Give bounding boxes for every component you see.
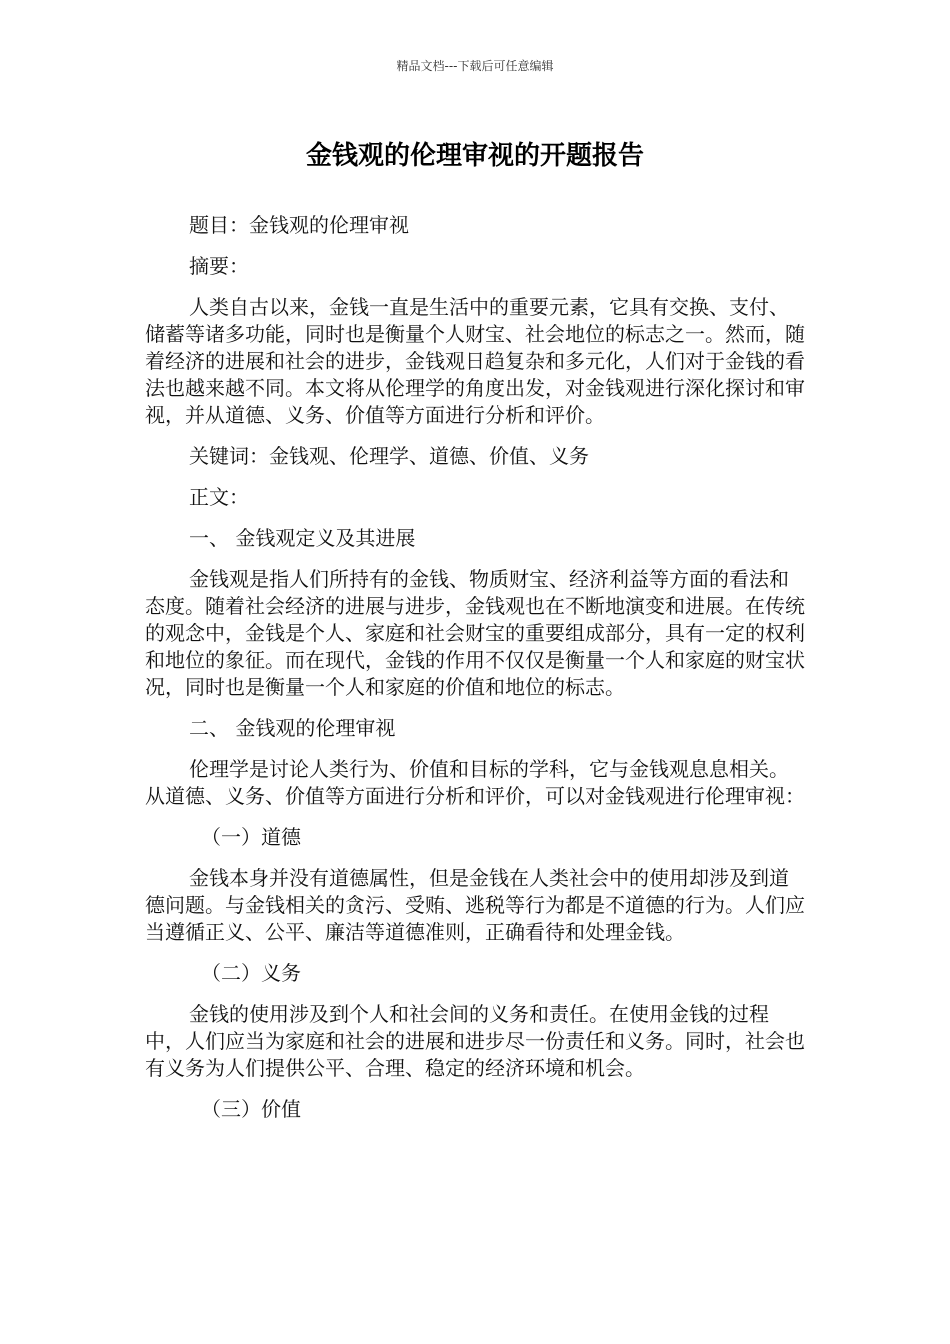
body-label: 正文： (189, 485, 249, 509)
section-heading-1: 一、 金钱观定义及其进展 (189, 526, 416, 550)
subsection-paragraph-duty: 金钱的使用涉及到个人和社会间的义务和责任。在使用金钱的过程中，人们应当为家庭和社会的进展和进步尽一份责任和义务。同时，社会也有义务为人们提供公平、合理、稳定的经济环境和机会。 (145, 1002, 805, 1080)
abstract-paragraph: 人类自古以来，金钱一直是生活中的重要元素，它具有交换、支付、储蓄等诸多功能，同时也是衡量个人财宝、社会地位的标志之一。然而，随着经济的进展和社会的进步，金钱观日趋复杂和多元化，人们对于金钱的看法也越来越不同。本文将从伦理学的角度出发，对金钱观进行深化探讨和审视，并从道德、义务、价值等方面进行分析和评价。 (145, 295, 805, 427)
keywords-line: 关键词：金钱观、伦理学、道德、价值、义务 (189, 444, 589, 468)
document-title: 金钱观的伦理审视的开题报告 (305, 141, 644, 171)
topic-line: 题目：金钱观的伦理审视 (189, 213, 409, 237)
page-header: 精品文档---下载后可任意编辑 (396, 59, 554, 73)
subsection-heading-morality: （一）道德 (201, 825, 301, 849)
subsection-heading-duty: （二）义务 (201, 961, 301, 985)
section-paragraph-1: 金钱观是指人们所持有的金钱、物质财宝、经济利益等方面的看法和态度。随着社会经济的进展与进步，金钱观也在不断地演变和进展。在传统的观念中，金钱是个人、家庭和社会财宝的重要组成部分，具有一定的权利和地位的象征。而在现代，金钱的作用不仅仅是衡量一个人和家庭的财宝状况，同时也是衡量一个人和家庭的价值和地位的标志。 (145, 567, 805, 699)
abstract-label: 摘要： (189, 254, 249, 278)
subsection-paragraph-morality: 金钱本身并没有道德属性，但是金钱在人类社会中的使用却涉及到道德问题。与金钱相关的贪污、受贿、逃税等行为都是不道德的行为。人们应当遵循正义、公平、廉洁等道德准则，正确看待和处理金钱。 (145, 866, 805, 944)
section-heading-2: 二、 金钱观的伦理审视 (189, 716, 396, 740)
document-body (145, 212, 805, 1123)
section-paragraph-2: 伦理学是讨论人类行为、价值和目标的学科，它与金钱观息息相关。从道德、义务、价值等方面进行分析和评价，可以对金钱观进行伦理审视： (145, 757, 805, 808)
subsection-heading-value: （三）价值 (201, 1097, 301, 1121)
